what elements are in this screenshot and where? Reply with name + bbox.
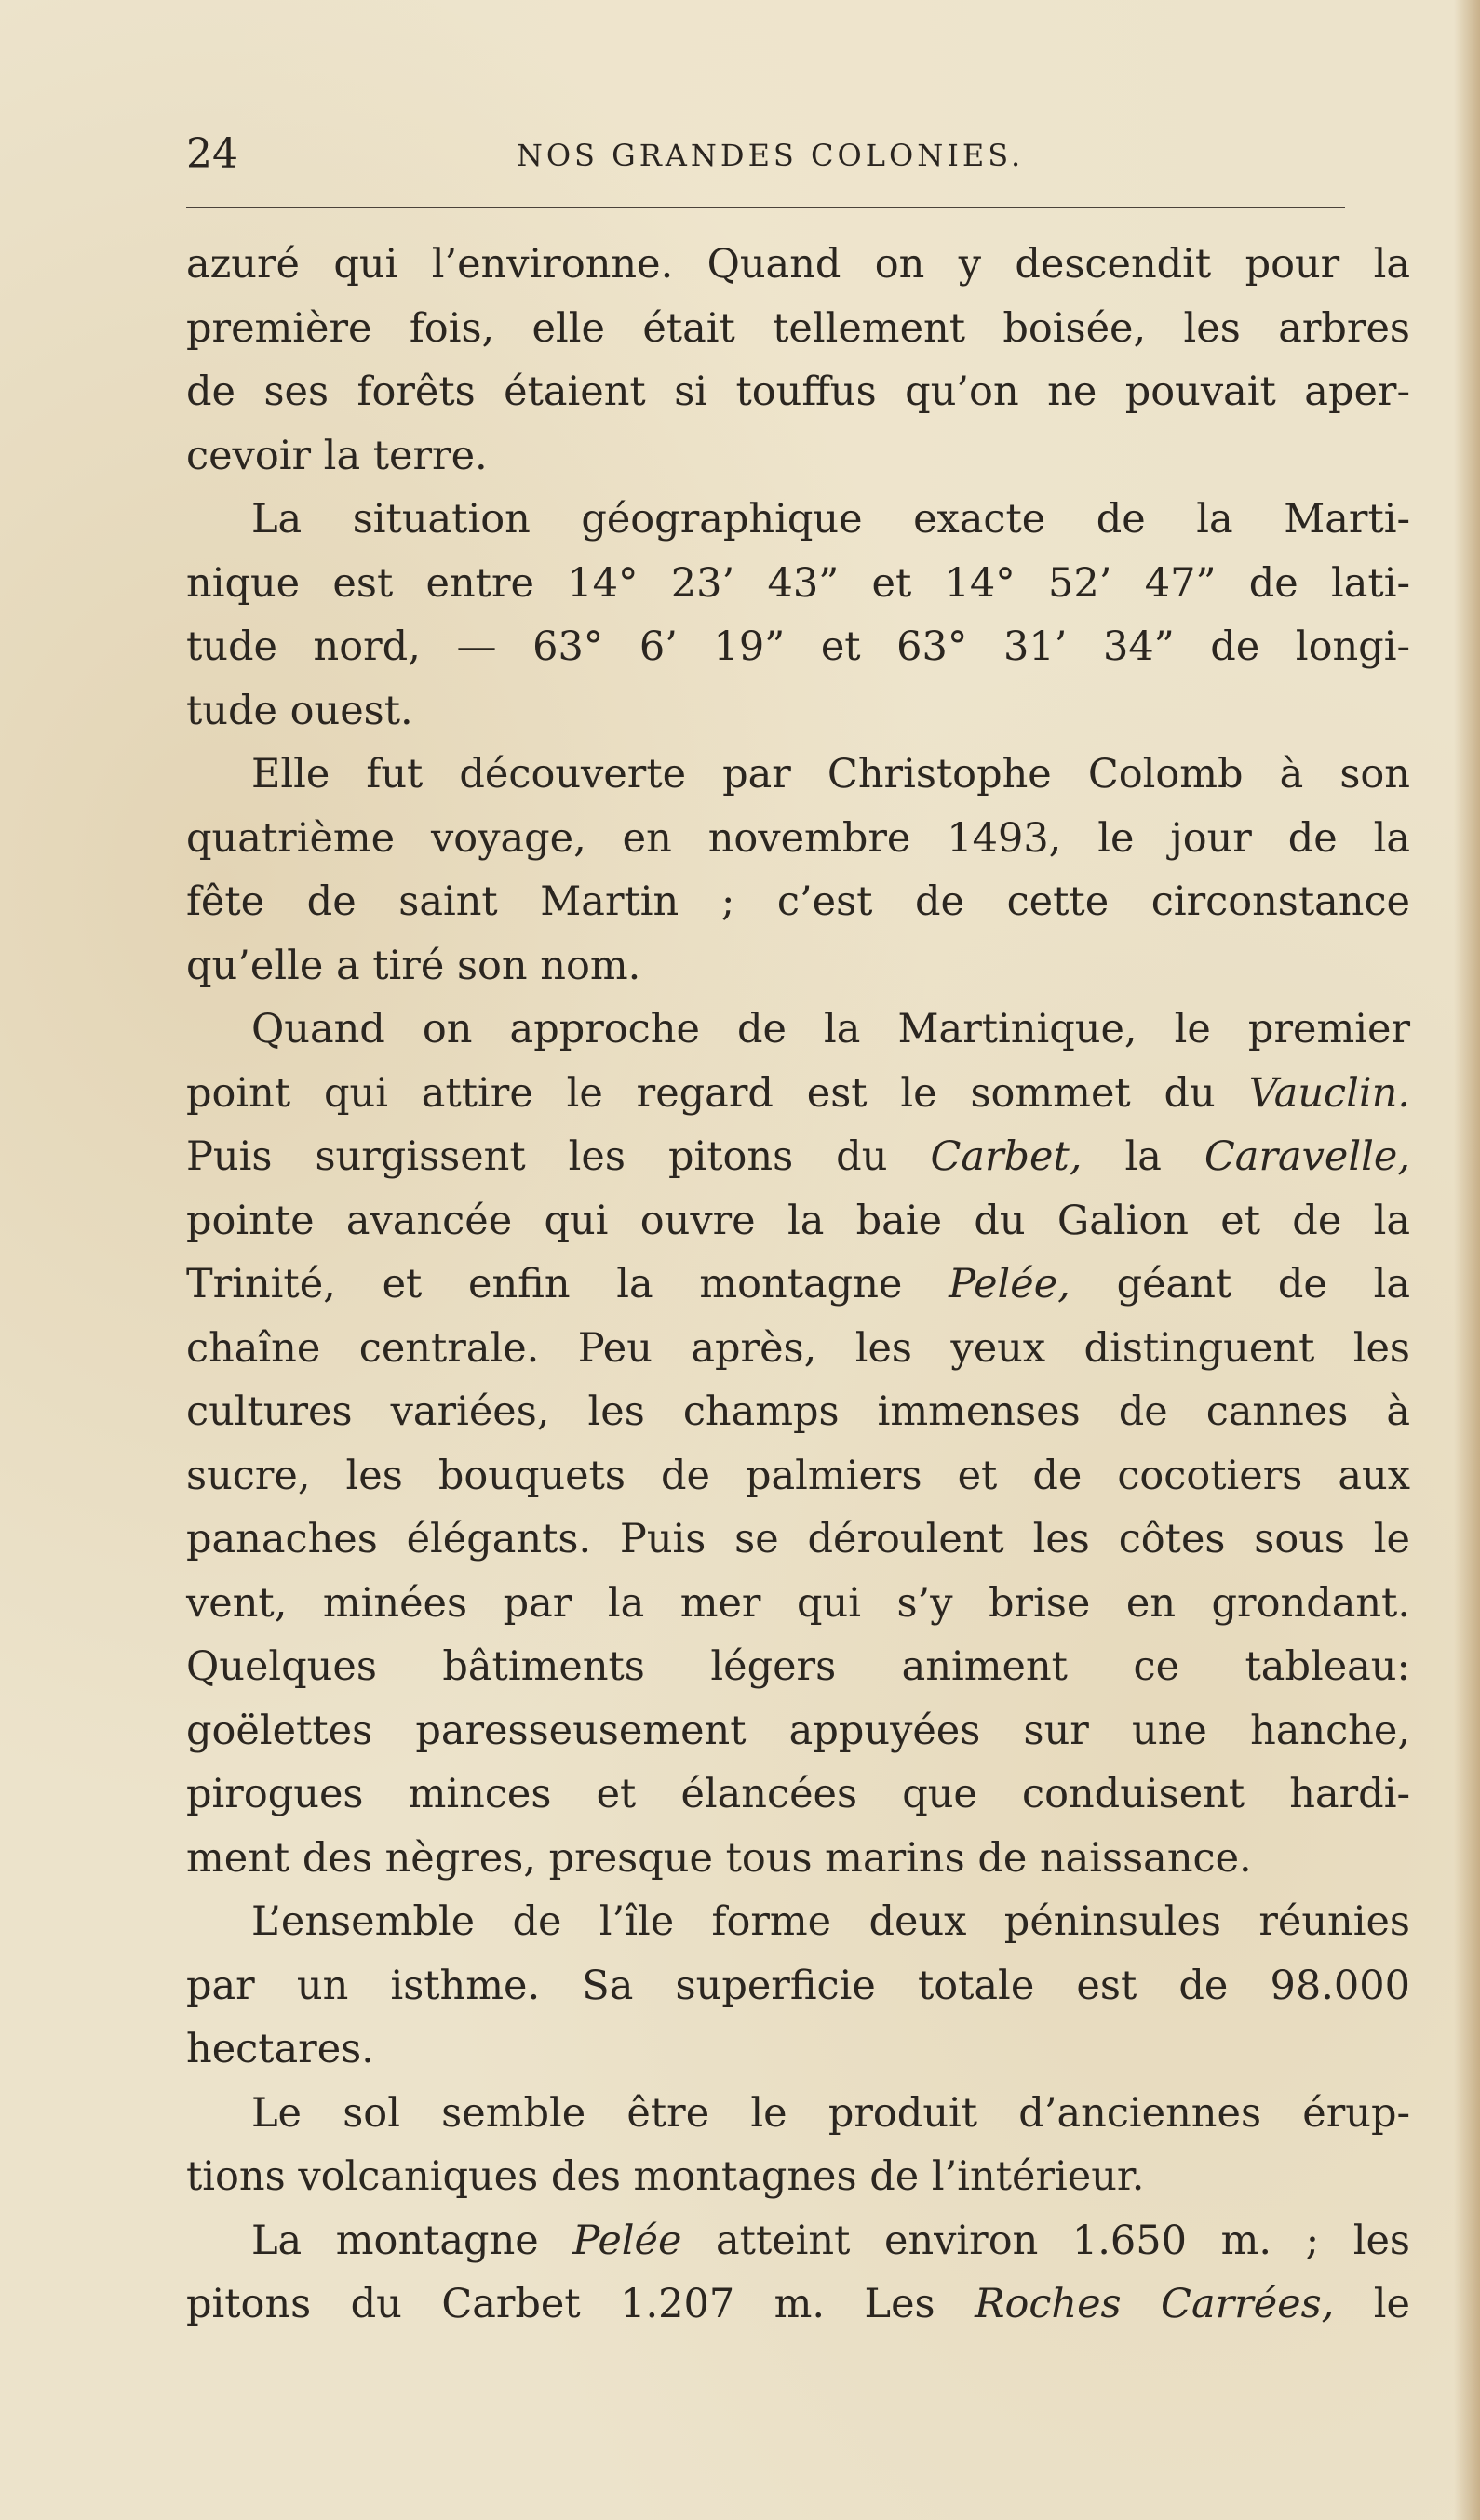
text-line: de ses forêts étaient si touffus qu’on ne pouvait aper-	[186, 369, 1410, 415]
page-edge-shadow	[1454, 0, 1480, 2520]
text-line: tude ouest.	[186, 687, 413, 734]
text-segment: le	[1373, 2281, 1410, 2327]
italic-term: Carbet,	[930, 1133, 1083, 1180]
text-line	[186, 1253, 1410, 1317]
text-line: nique est entre 14° 23’ 43” et 14° 52’ 47” de lati-	[186, 559, 1410, 607]
text-line: première fois, elle était tellement boisée, les arbres	[186, 304, 1410, 352]
text-line: tions volcaniques des montagnes de l’intérieur.	[186, 2153, 1145, 2200]
running-title: NOS GRANDES COLONIES.	[516, 138, 1025, 173]
text-line: chaîne centrale. Peu après, les yeux distinguent les	[186, 1324, 1410, 1372]
text-line: cevoir la terre.	[186, 432, 488, 479]
paragraph	[186, 1890, 1410, 2082]
text-line: L’ensemble de l’île forme deux péninsules réunies	[251, 1898, 1410, 1945]
text-line: panaches élégants. Puis se déroulent les côtes sous le	[186, 1516, 1410, 1562]
text-segment: Trinité, et enfin la montagne	[186, 1261, 903, 1307]
text-line: Le sol semble être le produit d’anciennes érup-	[251, 2089, 1410, 2137]
text-line: vent, minées par la mer qui s’y brise en grondant.	[186, 1579, 1410, 1627]
paragraph	[186, 998, 1410, 1890]
paragraph	[186, 488, 1410, 743]
text-line: hectares.	[186, 2026, 374, 2072]
text-line	[186, 2272, 1410, 2337]
paragraph	[186, 233, 1410, 488]
text-line: azuré qui l’environne. Quand on y descendit pour la	[186, 241, 1410, 288]
page-header	[186, 130, 1410, 186]
text-segment: La montagne	[251, 2217, 539, 2264]
text-segment: Quand on approche de la Martinique, le premier	[251, 1006, 1410, 1052]
paragraph	[186, 2209, 1410, 2337]
paragraph	[186, 2082, 1410, 2209]
body-text	[186, 233, 1410, 2337]
text-line	[186, 998, 1410, 1062]
text-line: sucre, les bouquets de palmiers et de cocotiers aux	[186, 1452, 1410, 1499]
text-line	[186, 1125, 1410, 1189]
text-line	[186, 2209, 1410, 2273]
italic-term: Pelée,	[949, 1261, 1070, 1307]
text-line: La situation géographique exacte de la Marti-	[251, 496, 1410, 543]
text-segment: point qui attire le regard est le sommet du	[186, 1069, 1216, 1117]
text-line: cultures variées, les champs immenses de cannes à	[186, 1388, 1410, 1435]
text-segment: Puis surgissent les pitons du	[186, 1133, 888, 1180]
text-segment: atteint environ 1.650 m. ; les	[716, 2217, 1410, 2264]
italic-term: Caravelle,	[1204, 1133, 1410, 1180]
text-line: tude nord, — 63° 6’ 19” et 63° 31’ 34” de longi-	[186, 623, 1410, 670]
page-number: 24	[186, 130, 238, 178]
text-segment: géant de la	[1116, 1261, 1410, 1307]
text-line: pirogues minces et élancées que conduisent hardi-	[186, 1771, 1410, 1817]
header-rule	[186, 207, 1345, 208]
text-line: quatrième voyage, en novembre 1493, le jour de la	[186, 814, 1410, 862]
text-line: par un isthme. Sa superficie totale est de 98.000	[186, 1962, 1410, 2009]
italic-term: Roches Carrées,	[975, 2281, 1335, 2327]
text-line: Quelques bâtiments légers animent ce tableau:	[186, 1643, 1410, 1690]
text-line	[186, 1062, 1410, 1126]
text-line: Elle fut découverte par Christophe Colomb à son	[251, 751, 1410, 798]
text-line: pointe avancée qui ouvre la baie du Galion et de la	[186, 1197, 1410, 1244]
text-segment: la	[1124, 1133, 1162, 1180]
italic-term: Vauclin.	[1248, 1069, 1410, 1117]
text-line: qu’elle a tiré son nom.	[186, 942, 641, 989]
text-line: ment des nègres, presque tous marins de naissance.	[186, 1834, 1252, 1882]
text-line: goëlettes paresseusement appuyées sur une hanche,	[186, 1707, 1410, 1754]
text-segment: pitons du Carbet 1.207 m. Les	[186, 2281, 935, 2327]
italic-term: Pelée	[572, 2217, 682, 2264]
paragraph	[186, 743, 1410, 998]
text-line: fête de saint Martin ; c’est de cette circonstance	[186, 878, 1410, 925]
